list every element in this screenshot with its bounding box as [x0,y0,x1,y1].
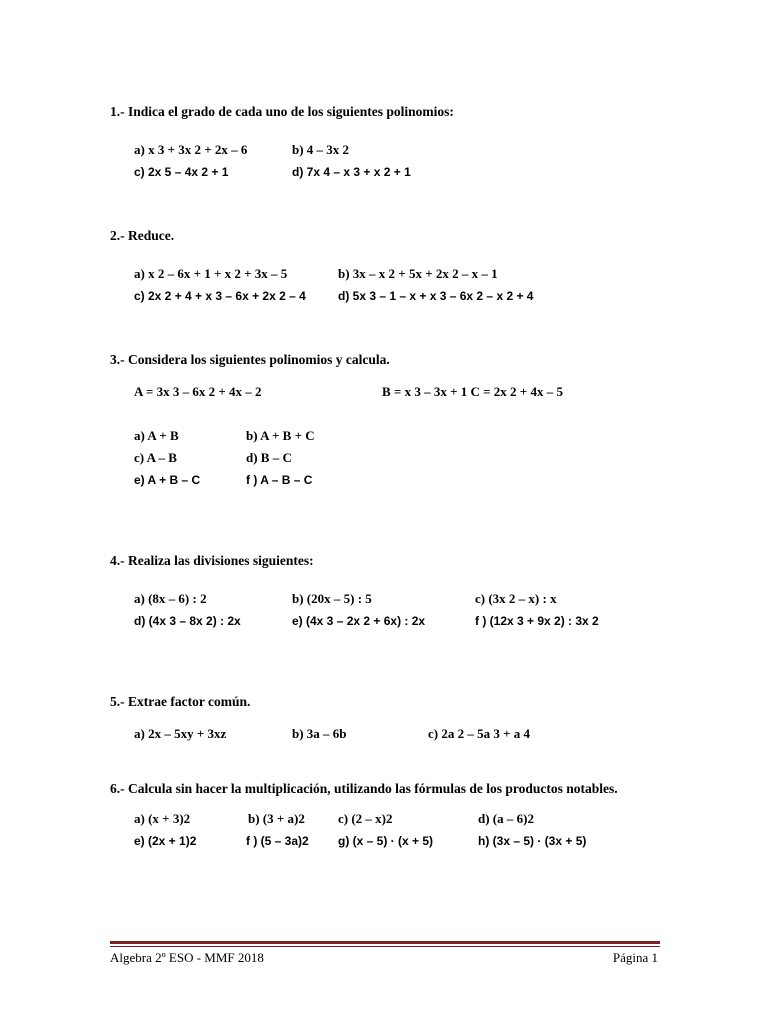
q6-item-f: f ) (5 – 3a)2 [246,834,309,848]
q4-item-a: a) (8x – 6) : 2 [134,591,207,606]
q3-polynomial-a: A = 3x 3 – 6x 2 + 4x – 2 [134,384,262,399]
footer-page-number: Página 1 [612,950,658,965]
q2-item-d: d) 5x 3 – 1 – x + x 3 – 6x 2 – x 2 + 4 [338,289,534,303]
q4-item-e: e) (4x 3 – 2x 2 + 6x) : 2x [292,614,426,628]
q4-item-b: b) (20x – 5) : 5 [292,591,372,606]
question-1-title: 1.- Indica el grado de cada uno de los siguientes polinomios: [110,104,454,119]
footer-rule-thin [110,946,660,947]
q3-item-f: f ) A – B – C [246,473,313,487]
q1-item-c: c) 2x 5 – 4x 2 + 1 [134,165,229,179]
q5-item-a: a) 2x – 5xy + 3xz [134,726,227,741]
q6-item-d: d) (a – 6)2 [478,811,534,826]
q4-item-f: f ) (12x 3 + 9x 2) : 3x 2 [475,614,599,628]
footer-course-label: Algebra 2º ESO - MMF 2018 [110,950,264,965]
q6-item-e: e) (2x + 1)2 [134,834,197,848]
q4-item-d: d) (4x 3 – 8x 2) : 2x [134,614,241,628]
q3-item-d: d) B – C [246,450,292,465]
q3-item-e: e) A + B – C [134,473,201,487]
q6-item-c: c) (2 – x)2 [338,811,393,826]
q2-item-a: a) x 2 – 6x + 1 + x 2 + 3x – 5 [134,266,288,281]
q2-item-b: b) 3x – x 2 + 5x + 2x 2 – x – 1 [338,266,498,281]
q6-item-g: g) (x – 5) · (x + 5) [338,834,434,848]
q2-item-c: c) 2x 2 + 4 + x 3 – 6x + 2x 2 – 4 [134,289,306,303]
q3-polynomials-b-c: B = x 3 – 3x + 1 C = 2x 2 + 4x – 5 [382,384,563,399]
q4-item-c: c) (3x 2 – x) : x [475,591,557,606]
footer-rule-thick [110,941,660,944]
q1-item-d: d) 7x 4 – x 3 + x 2 + 1 [292,165,411,179]
q6-item-h: h) (3x – 5) · (3x + 5) [478,834,587,848]
q5-item-b: b) 3a – 6b [292,726,347,741]
q6-item-b: b) (3 + a)2 [248,811,305,826]
q6-item-a: a) (x + 3)2 [134,811,191,826]
q5-item-c: c) 2a 2 – 5a 3 + a 4 [428,726,531,741]
q3-item-c: c) A – B [134,450,177,465]
q3-item-a: a) A + B [134,428,179,443]
q3-item-b: b) A + B + C [246,428,315,443]
question-5-title: 5.- Extrae factor común. [110,694,251,709]
question-3-title: 3.- Considera los siguientes polinomios y calcula. [110,352,390,367]
q1-item-b: b) 4 – 3x 2 [292,142,350,157]
q1-item-a: a) x 3 + 3x 2 + 2x – 6 [134,142,248,157]
question-4-title: 4.- Realiza las divisiones siguientes: [110,553,314,568]
question-2-title: 2.- Reduce. [110,228,175,243]
question-6-title: 6.- Calcula sin hacer la multiplicación, utilizando las fórmulas de los productos notables. [110,781,618,796]
